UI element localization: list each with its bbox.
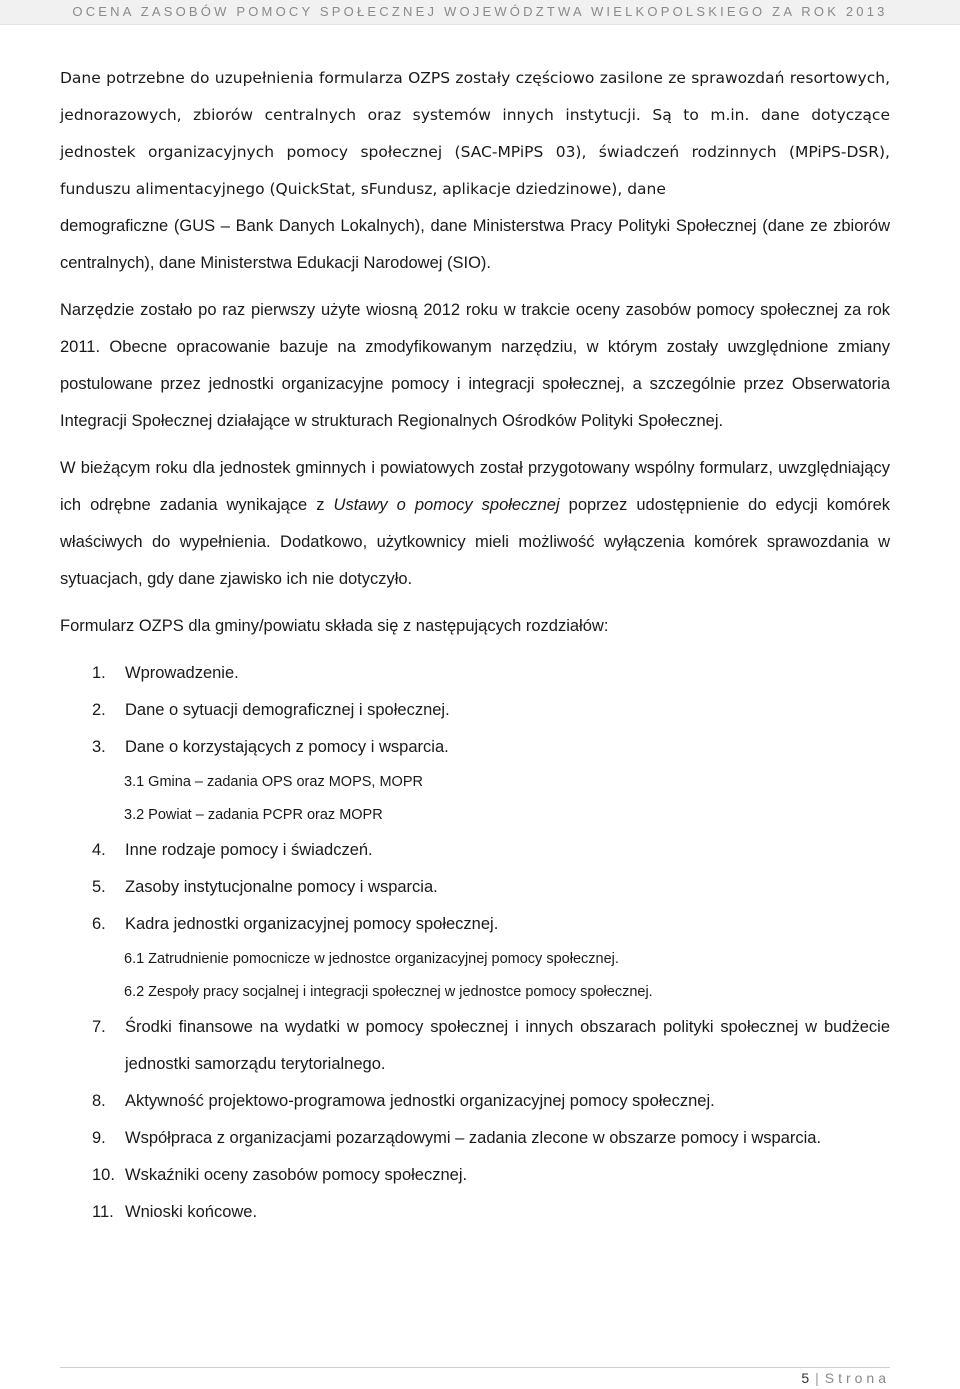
list-item	[60, 906, 890, 943]
item-number: 5.	[92, 878, 106, 896]
list-item	[60, 832, 890, 869]
list-item	[60, 1194, 890, 1231]
item-text: Dane o sytuacji demograficznej i społecznej.	[125, 701, 450, 719]
sub-item: 3.1 Gmina – zadania OPS oraz MOPS, MOPR	[124, 774, 423, 790]
item-text: Wskaźniki oceny zasobów pomocy społecznej.	[125, 1166, 468, 1184]
page-body	[60, 60, 890, 1231]
item-number: 10.	[92, 1166, 115, 1184]
sub-item: 6.1 Zatrudnienie pomocnicze w jednostce organizacyjnej pomocy społecznej.	[124, 951, 619, 967]
text-run: poprzez udostępnienie do edycji komórek właściwych do wypełnienia. Dodatkowo, użytkownicy mieli możliwość wyłączenia komórek sprawozdania w sytuacjach, gdy dane zjawisko ich nie dotyczyło.	[60, 496, 891, 588]
list-item	[60, 729, 890, 766]
paragraph-data-sources: Dane potrzebne do uzupełnienia formularza OZPS zostały częściowo zasilone ze sprawozdań resortowych, jednorazowych, zbiorów centralnych oraz systemów innych instytucji. Są to m.in. dane dotyczące jednostek organizacyjnych pomocy społecznej (SAC-MPiPS 03), świadczeń rodzinnych (MPiPS-DSR), funduszu alimentacyjnego (QuickStat, sFundusz, aplikacje dziedzinowe), dane	[60, 69, 890, 198]
list-item	[60, 1120, 890, 1157]
item-text: Inne rodzaje pomocy i świadczeń.	[125, 841, 373, 859]
list-item	[60, 869, 890, 906]
item-number: 6.	[92, 915, 106, 933]
item-text: Środki finansowe na wydatki w pomocy społecznej i innych obszarach polityki społecznej w budżecie jednostki samorządu terytorialnego.	[125, 1018, 890, 1073]
header-title: OCENA ZASOBÓW POMOCY SPOŁECZNEJ WOJEWÓDZTWA WIELKOPOLSKIEGO ZA ROK 2013	[72, 4, 888, 19]
item-number: 3.	[92, 738, 106, 756]
item-number: 7.	[92, 1018, 106, 1036]
paragraph-tool-history: Narzędzie zostało po raz pierwszy użyte wiosną 2012 roku w trakcie oceny zasobów pomocy społecznej za rok 2011. Obecne opracowanie bazuje na zmodyfikowanym narzędziu, w którym zostały uwzględnione zmiany postulowane przez jednostki organizacyjne pomocy i integracji społecznej, a szczególnie przez Obserwatoria Integracji Społecznej działające w strukturach Regionalnych Ośrodków Polityki Społecznej.	[60, 301, 890, 430]
item-text: Zasoby instytucjonalne pomocy i wsparcia.	[125, 878, 438, 896]
list-item	[60, 655, 890, 692]
item-number: 8.	[92, 1092, 106, 1110]
list-item	[60, 1157, 890, 1194]
page-footer	[801, 1370, 890, 1386]
footer-separator: |	[815, 1370, 819, 1386]
footer-divider	[60, 1367, 890, 1368]
footer-page-word: Strona	[824, 1370, 890, 1386]
running-header	[0, 0, 960, 25]
item-number: 11.	[92, 1203, 114, 1221]
item-text: Wprowadzenie.	[125, 664, 239, 682]
act-title: Ustawy o pomocy społecznej	[333, 496, 560, 514]
item-text: Wnioski końcowe.	[125, 1203, 258, 1221]
item-number: 2.	[92, 701, 106, 719]
list-item	[60, 692, 890, 729]
item-text: Dane o korzystających z pomocy i wsparcia.	[125, 738, 449, 756]
paragraph-common-form	[60, 450, 890, 598]
text-run: W bieżącym roku dla jednostek gminnych i powiatowych został przygotowany wspólny formularz, uwzględniający ich odrębne zadania wynikające z	[60, 459, 890, 514]
item-text: Kadra jednostki organizacyjnej pomocy społecznej.	[125, 915, 499, 933]
item-number: 4.	[92, 841, 106, 859]
chapter-list	[60, 655, 890, 1231]
list-item	[60, 1009, 890, 1083]
item-text: Aktywność projektowo-programowa jednostki organizacyjnej pomocy społecznej.	[125, 1092, 715, 1110]
sub-item: 3.2 Powiat – zadania PCPR oraz MOPR	[124, 807, 383, 823]
sub-item: 6.2 Zespoły pracy socjalnej i integracji społecznej w jednostce pomocy społecznej.	[124, 984, 653, 1000]
page-number: 5	[801, 1370, 810, 1386]
item-number: 9.	[92, 1129, 106, 1147]
item-number: 1.	[92, 664, 106, 682]
item-text: Współpraca z organizacjami pozarządowymi – zadania zlecone w obszarze pomocy i wsparcia.	[125, 1129, 822, 1147]
paragraph-chapters-intro: Formularz OZPS dla gminy/powiatu składa się z następujących rozdziałów:	[60, 617, 609, 635]
list-item	[60, 1083, 890, 1120]
paragraph-data-sources-cont: demograficzne (GUS – Bank Danych Lokalnych), dane Ministerstwa Pracy Polityki Społecznej (dane ze zbiorów centralnych), dane Ministerstwa Edukacji Narodowej (SIO).	[60, 217, 890, 272]
